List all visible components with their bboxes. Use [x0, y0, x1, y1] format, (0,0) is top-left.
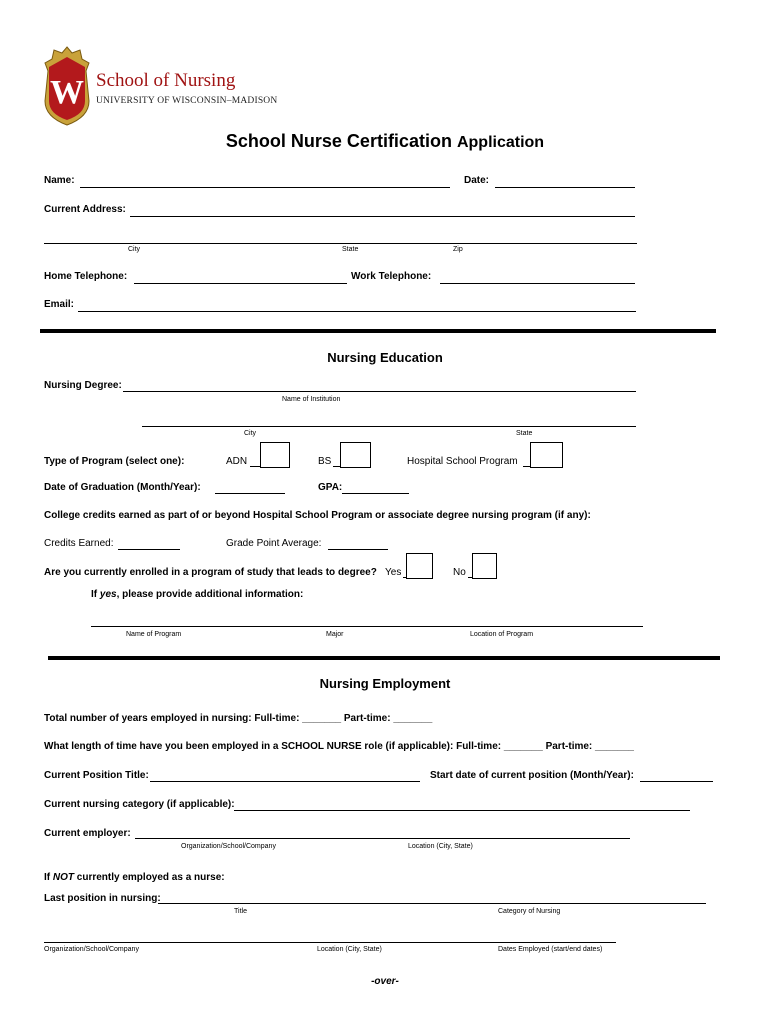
name-field[interactable] — [80, 187, 450, 188]
last-employer-field[interactable] — [44, 942, 616, 943]
bs-checkbox[interactable] — [340, 442, 371, 468]
institution-caption: Name of Institution — [282, 396, 341, 403]
no-label: No — [453, 567, 466, 578]
category-caption: Category of Nursing — [498, 908, 561, 915]
bs-label: BS — [318, 456, 332, 467]
start-date-label: Start date of current position (Month/Year): — [430, 770, 634, 781]
category-field[interactable] — [234, 810, 690, 811]
no-checkbox[interactable] — [472, 553, 497, 579]
gpa-field[interactable] — [342, 493, 409, 494]
category-label: Current nursing category (if applicable): — [44, 799, 235, 810]
degree-field[interactable] — [123, 391, 636, 392]
last-position-label: Last position in nursing: — [44, 893, 161, 904]
name-label: Name: — [44, 175, 75, 186]
edu-state-caption: State — [516, 430, 533, 437]
work-tel-label: Work Telephone: — [351, 271, 432, 282]
position-title-field[interactable] — [150, 781, 420, 782]
loc2-caption: Location (City, State) — [317, 946, 382, 953]
adn-label: ADN — [226, 456, 248, 467]
years-employed-label: Total number of years employed in nursing: Full-time: _______ Part-time: _______ — [44, 713, 433, 724]
gpa2-field[interactable] — [328, 549, 388, 550]
credits-question: College credits earned as part of or beyond Hospital School Program or associate degree nursing program (if any): — [44, 510, 591, 521]
school-name: School of Nursing — [96, 70, 236, 91]
last-position-field[interactable] — [158, 903, 706, 904]
enrolled-question: Are you currently enrolled in a program of study that leads to degree? — [44, 567, 377, 578]
gpa2-label: Grade Point Average: — [226, 538, 322, 549]
gpa-label: GPA: — [318, 482, 343, 493]
email-label: Email: — [44, 299, 75, 310]
graduation-field[interactable] — [215, 493, 285, 494]
address-label: Current Address: — [44, 204, 126, 215]
dates-caption: Dates Employed (start/end dates) — [498, 946, 603, 953]
page-title: School Nurse Certification Application — [225, 131, 545, 151]
credits-field[interactable] — [118, 549, 180, 550]
crest-icon — [42, 45, 92, 127]
edu-city-caption: City — [244, 430, 257, 437]
position-title-label: Current Position Title: — [44, 770, 149, 781]
education-heading: Nursing Education — [327, 350, 443, 365]
state-caption: State — [342, 246, 359, 253]
university-name: UNIVERSITY OF WISCONSIN–MADISON — [96, 96, 278, 106]
org-caption: Organization/School/Company — [181, 843, 276, 850]
over-footer: -over- — [371, 976, 399, 987]
home-tel-label: Home Telephone: — [44, 271, 128, 282]
loc-caption: Location (City, State) — [408, 843, 473, 850]
hospital-checkbox[interactable] — [530, 442, 563, 468]
credits-label: Credits Earned: — [44, 538, 114, 549]
home-tel-field[interactable] — [134, 283, 347, 284]
work-tel-field[interactable] — [440, 283, 635, 284]
yes-label: Yes — [385, 567, 402, 578]
date-label: Date: — [464, 175, 490, 186]
employment-heading: Nursing Employment — [319, 676, 451, 691]
start-date-field[interactable] — [640, 781, 713, 782]
school-nurse-time-label: What length of time have you been employed in a SCHOOL NURSE role (if applicable): Full-time: _______ Part-time: _______ — [44, 741, 634, 752]
section-divider-2 — [48, 656, 720, 660]
location-caption: Location of Program — [470, 631, 534, 638]
svg-text:W: W — [50, 74, 84, 111]
employer-field[interactable] — [135, 838, 630, 839]
not-employed-label: If NOT currently employed as a nurse: — [44, 872, 225, 883]
program-info-field[interactable] — [91, 626, 643, 627]
section-divider — [40, 329, 716, 333]
yes-checkbox[interactable] — [406, 553, 433, 579]
program-caption: Name of Program — [126, 631, 182, 638]
employer-label: Current employer: — [44, 828, 131, 839]
hospital-label: Hospital School Program — [407, 456, 518, 467]
date-field[interactable] — [495, 187, 635, 188]
org2-caption: Organization/School/Company — [44, 946, 139, 953]
title-caption: Title — [234, 908, 247, 915]
institution-location-field[interactable] — [142, 426, 636, 427]
zip-caption: Zip — [453, 246, 463, 253]
city-caption: City — [128, 246, 141, 253]
major-caption: Major — [326, 631, 344, 638]
program-type-label: Type of Program (select one): — [44, 456, 185, 467]
graduation-label: Date of Graduation (Month/Year): — [44, 482, 201, 493]
email-field[interactable] — [78, 311, 636, 312]
address-field[interactable] — [130, 216, 635, 217]
adn-checkbox[interactable] — [260, 442, 290, 468]
address-line2-field[interactable] — [44, 243, 637, 244]
if-yes-instruction: If yes, please provide additional information: — [91, 589, 304, 600]
degree-label: Nursing Degree: — [44, 380, 122, 391]
